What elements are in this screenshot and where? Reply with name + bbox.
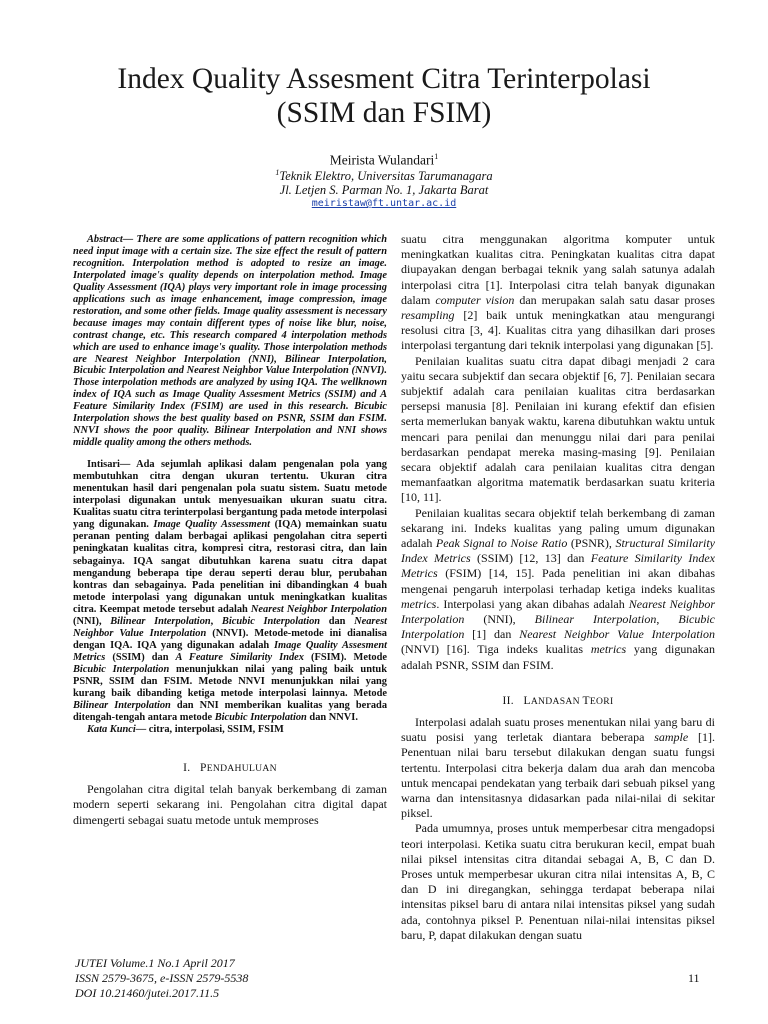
text: (FSIM) [14, 15]. Pada penelitian ini akan dibahas mengenai pengaruh interpolasi terhadap ketiga indeks kualitas bbox=[401, 566, 715, 596]
term: metrics bbox=[401, 596, 437, 611]
text: . Interpolasi yang akan dibahas adalah bbox=[436, 596, 629, 611]
intisari-term: A Feature Similarity Index bbox=[175, 651, 304, 663]
right-column bbox=[401, 232, 715, 943]
section-title-rest: ANDASAN bbox=[530, 695, 583, 707]
left-column bbox=[73, 234, 387, 828]
abstract-text: — There are some applications of pattern recognition which need input image with a certain size. The size effect the result of pattern recognition. Interpolation method is adopted to resize an image. Interpolated image's quality depends on interpolation method. Image Quality Assessment (IQA) plays very important role in image processing applications such as image enhancement, image compression, image restoration, and some other fields. Image quality assessment is necessary because images may contain different types of noise like blur, noise, contrast change, etc. This research compared 4 interpolation methods which are used to enhance image's quality. Those interpolation methods are Nearest Neighbor Interpolation (NNI), Bilinear Interpolation, Bicubic Interpolation and Nearest Neighbor Value Interpolation (NNVI). Those interpolation methods are analyzed by using IQA. The wellknown index of IQA such as Image Quality Assesment Metrics (SSIM) and A Feature Similarity Index (FSIM) are used in this research. Bicubic Interpolation shows the best quality based on PSNR, SSIM dan FSIM. NNVI shows the poor quality. Bilinear Interpolation and NNI shows middle quality among the others methods. bbox=[73, 234, 387, 449]
intisari-text: dan NNI memberikan kualitas yang berada ditengah-tengah antara metode bbox=[73, 700, 388, 724]
intisari-text: menunjukkan nilai yang paling baik untuk PSNR, SSIM dan FSIM. Metode NNVI menunjukkan nilai yang kurang baik dibanding ketiga metode interpolasi lainnya. Metode bbox=[73, 663, 387, 700]
text: Interpolasi adalah suatu proses menentukan nilai yang baru di suatu posisi yang terletak diantara beberapa bbox=[401, 714, 715, 745]
intisari-text: (NNI), bbox=[73, 615, 111, 627]
intisari-term: Image Quality Assessment bbox=[153, 519, 271, 531]
affil-sup: 1 bbox=[275, 168, 280, 177]
section-title-rest: ENDAHULUAN bbox=[206, 763, 277, 775]
section-heading-2 bbox=[401, 695, 715, 707]
text: [1]. Penentuan nilai baru tersebut dilakukan dengan suatu fungsi tertentu. Interpolasi citra bekerja dalam dua arah dan mencoba untuk mencapai pendekatan yang terbaik dari sebuah piksel yang warna dan intensitasnya didasarkan pada nilai-nilai di sekitar piksel. bbox=[401, 730, 715, 821]
footer-issn: ISSN 2579-3675, e-ISSN 2579-5538 bbox=[75, 971, 249, 985]
text: , bbox=[656, 612, 679, 627]
intisari-term: Nearest Neighbor Interpolation bbox=[250, 603, 387, 615]
term: computer vision bbox=[435, 292, 515, 307]
author-name bbox=[0, 152, 768, 169]
affil-1-text: Teknik Elektro, Universitas Tarumanagara bbox=[279, 169, 493, 184]
author-sup: 1 bbox=[434, 152, 439, 161]
term: metrics bbox=[590, 642, 627, 657]
footer-doi: DOI 10.21460/jutei.2017.11.5 bbox=[75, 986, 220, 1000]
footer-volume: JUTEI Volume.1 No.1 April 2017 bbox=[75, 956, 235, 970]
intisari-term: Bicubic Interpolation bbox=[214, 712, 307, 724]
kata-kunci-label: Kata Kunci bbox=[87, 724, 136, 736]
intisari-text: Intisari— Ada sejumlah aplikasi dalam pengenalan pola yang membutuhkan citra dengan ukuran tertentu. Ukuran citra menentukan hasil dari pengenalan pola suatu sistem. Suatu metode interpolasi digunakan untuk menyesuaikan ukuran suatu citra. Kualitas suatu citra terinterpolasi bergantung pada metode interpolasi yang digunakan. bbox=[73, 459, 387, 531]
intisari bbox=[73, 459, 387, 724]
term: Bilinear Interpolation bbox=[534, 612, 657, 627]
intisari-text: (FSIM). Metode bbox=[303, 651, 388, 663]
text: (SSIM) [12, 13] dan bbox=[470, 551, 591, 566]
intisari-term: Bicubic Interpolation bbox=[73, 663, 170, 675]
term: Nearest Neighbor Value Interpolation bbox=[519, 627, 715, 642]
paper-title bbox=[60, 62, 708, 130]
term: Nearest Neighbor Interpolation bbox=[401, 596, 716, 627]
intisari-term: Bicubic Interpolation bbox=[221, 615, 321, 627]
body-paragraph bbox=[401, 715, 715, 821]
section-number: II. bbox=[502, 694, 514, 707]
text: (PSNR), bbox=[567, 536, 616, 551]
text: (NNVI) [16]. Tiga indeks kualitas bbox=[401, 642, 591, 657]
intisari-text: (SSIM) dan bbox=[105, 651, 176, 663]
body-paragraph: Penilaian kualitas suatu citra dapat dibagi menjadi 2 cara yaitu secara subjektif dan secara objektif [6, 7]. Penilaian secara subjektif adalah cara penilaian kualitas citra berdasarkan persepsi manusia [8]. Penilaian ini kurang efektif dan efisien serta memerlukan banyak waktu, karena dibutuhkan waktu untuk mencari para penilai dan menunggu nilai dari para penilai berdasarkan pendapat mereka masing-masing [9]. Penilaian secara objektif adalah cara penilaian kualitas citra dengan memanfaatkan algoritma matematik berdasarkan suatu kriteria [10, 11]. bbox=[401, 353, 715, 505]
term: Bicubic Interpolation bbox=[401, 612, 716, 642]
text: suatu citra menggunakan algoritma komputer untuk meningkatkan kualitas citra. Peningkatan kualitas citra dapat diupayakan dengan berbagai teknik yang salah satunya adalah interpolasi citra [1]. Interpolasi citra telah banyak digunakan dalam bbox=[401, 232, 715, 307]
term: resampling bbox=[401, 308, 455, 323]
affiliation-1 bbox=[0, 168, 768, 184]
page-number: 11 bbox=[688, 971, 700, 985]
text: Penilaian kualitas secara objektif telah berkembang di zaman sekarang ini. Indeks kualitas yang paling umum digunakan adalah bbox=[401, 505, 715, 551]
journal-footer bbox=[75, 956, 248, 1001]
section-title-initial: P bbox=[199, 762, 207, 775]
intisari-text: (IQA) memainkan suatu peranan penting dalam berbagai aplikasi pengolahan citra seperti peningkatan kualitas citra, kompresi citra, restorasi citra, dan lain sebagainya. IQA sangat dibutuhkan karena suatu citra dapat mengandung beberapa tipe derau seperti derau blur, perubahan kontras dan sebagainya. Pada penelitian ini dibandingkan 4 buah metode interpolasi yang digunakan untuk meningkatkan kualitas citra. Keempat metode tersebut adalah bbox=[73, 519, 387, 615]
text: dan merupakan salah satu dasar proses bbox=[514, 292, 715, 307]
section-title-initial: T bbox=[582, 694, 590, 707]
text: (NNI), bbox=[464, 612, 535, 627]
section-number: I. bbox=[183, 762, 191, 775]
term: Feature Similarity Index Metrics bbox=[401, 551, 715, 581]
text: [1] dan bbox=[464, 627, 520, 642]
kata-kunci bbox=[73, 724, 387, 736]
body-paragraph bbox=[401, 232, 715, 354]
intisari-text: dan bbox=[320, 615, 355, 627]
author-text: Meirista Wulandari bbox=[329, 152, 435, 168]
section-title-initial: L bbox=[523, 694, 531, 707]
term: Structural Similarity Index Metrics bbox=[401, 536, 716, 566]
title-line-2: (SSIM dan FSIM) bbox=[276, 97, 492, 129]
body-paragraph bbox=[401, 506, 715, 673]
section-heading-1 bbox=[73, 762, 387, 774]
body-paragraph: Pengolahan citra digital telah banyak berkembang di zaman modern seperti sekarang ini. Pengolahan citra digital dapat dimengerti sebagai suatu metode untuk memproses bbox=[73, 782, 387, 827]
text: [2] baik untuk meningkatkan atau mengurangi resolusi citra [3, 4]. Kualitas citra yang dihasilkan dari proses interpolasi tergantung dari teknik interpolasi yang digunakan [5]. bbox=[401, 308, 715, 353]
abstract bbox=[73, 234, 387, 449]
intisari-term: Bilinear Interpolation bbox=[110, 615, 211, 627]
term: sample bbox=[654, 730, 689, 745]
term: Peak Signal to Noise Ratio bbox=[435, 536, 568, 551]
section-title-rest: EORI bbox=[589, 695, 614, 707]
affiliation-2: Jl. Letjen S. Parman No. 1, Jakarta Barat bbox=[279, 183, 489, 197]
abstract-label: Abstract bbox=[87, 234, 123, 245]
intisari-text: , bbox=[210, 615, 222, 627]
intisari-term: Bilinear Interpolation bbox=[73, 700, 171, 712]
body-paragraph: Pada umumnya, proses untuk memperbesar citra mengadopsi teori interpolasi. Ketika suatu citra berukuran kecil, empat buah nilai piksel intensitas citra ditandai sebagai A, B, C dan D. Proses untuk memperbesar ukuran citra nilai intensitas A, B, C dan D ini diregangkan, sehingga terdapat beberapa nilai intensitas piksel baru di antara nilai intensitas piksel yang sudah ada, contohnya piksel P. Penentuan nilai-nilai intensitas piksel baru, P, dapat dilakukan dengan suatu bbox=[401, 821, 715, 942]
text: yang digunakan adalah PSNR, SSIM dan FSIM. bbox=[401, 642, 716, 672]
kata-kunci-text: — citra, interpolasi, SSIM, FSIM bbox=[135, 724, 284, 736]
intisari-text: dan NNVI. bbox=[306, 712, 358, 724]
intisari-text: (NNVI). Metode-metode ini dianalisa dengan IQA. IQA yang digunakan adalah bbox=[73, 627, 387, 651]
email-link[interactable]: meiristaw@ft.untar.ac.id bbox=[311, 198, 457, 209]
title-line-1: Index Quality Assesment Citra Terinterpolasi bbox=[117, 63, 651, 95]
intisari-term: Nearest Neighbor Value Interpolation bbox=[73, 615, 388, 639]
intisari-term: Image Quality Assesment Metrics bbox=[73, 639, 387, 663]
